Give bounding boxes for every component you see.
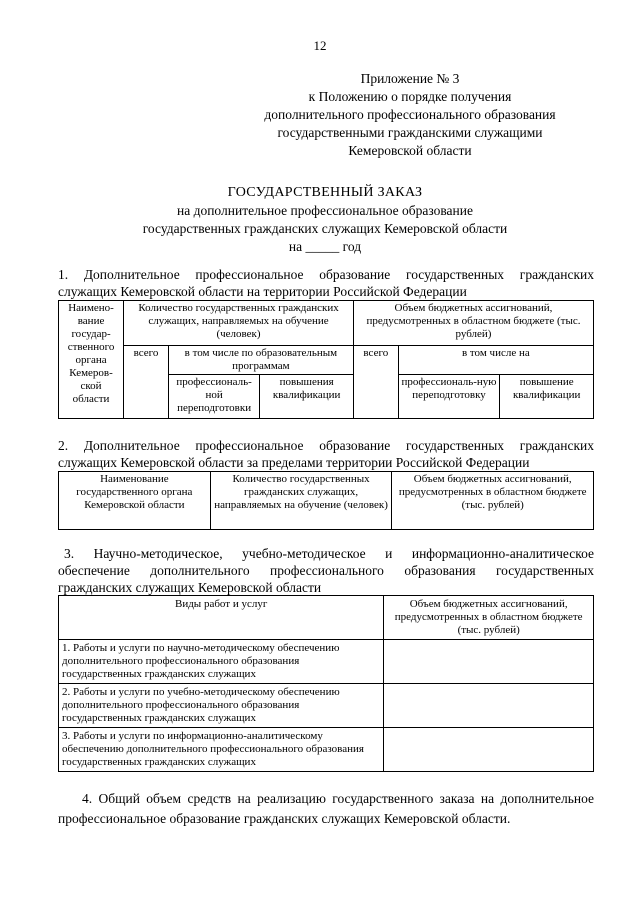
table3-header-works: Виды работ и услуг — [59, 596, 384, 640]
table1-header-org: Наимено-вание государ-ственного органа Кемеров-ской области — [59, 301, 124, 419]
document-title — [40, 184, 610, 256]
section2-heading: 2. Дополнительное профессиональное образование государственных гражданских служащих Кемеровской области за пределами территории Российской Федерации — [58, 438, 594, 470]
table3-row: 2. Работы и услуги по учебно-методическому обеспечению дополнительного профессионального образования государственных гражданских служащих — [59, 684, 384, 728]
table3-cell-empty — [384, 640, 594, 684]
appendix-header — [230, 70, 590, 160]
table1-header-count: Количество государственных гражданских служащих, направляемых на обучение (человек) — [124, 301, 354, 346]
table2-header-count: Количество государственных гражданских служащих, направляемых на обучение (человек) — [210, 472, 392, 530]
appendix-line: к Положению о порядке получения — [308, 89, 512, 104]
table2-header-org: Наименование государственного органа Кемеровской области — [59, 472, 211, 530]
title-line: на дополнительное профессиональное образование — [177, 203, 473, 218]
appendix-line: дополнительного профессионального образования — [264, 107, 556, 122]
appendix-line: Кемеровской области — [348, 143, 472, 158]
section3-heading: 3. Научно-методическое, учебно-методическое и информационно-аналитическое обеспечение дополнительного профессионального образования государственных гражданских служащих Кемеровской области — [58, 546, 594, 595]
section4-text: 4. Общий объем средств на реализацию государственного заказа на дополнительное профессиональное образование гражданских служащих Кемеровской области. — [58, 791, 594, 826]
section1-heading: 1. Дополнительное профессиональное образование государственных гражданских служащих Кемеровской области на территории Российской Федерации — [58, 267, 594, 299]
table1-total: всего — [124, 346, 169, 419]
table1-header-budget: Объем бюджетных ассигнований, предусмотренных в областном бюджете (тыс. рублей) — [353, 301, 593, 346]
table3-row: 1. Работы и услуги по научно-методическому обеспечению дополнительного профессионального образования государственных гражданских служащих — [59, 640, 384, 684]
table1-total2: всего — [353, 346, 398, 419]
table2-header-budget: Объем бюджетных ассигнований, предусмотренных в областном бюджете (тыс. рублей) — [392, 472, 594, 530]
title-year: на _____ год — [288, 239, 362, 254]
section1-table — [58, 300, 594, 419]
table1-qualification: повышения квалификации — [260, 375, 354, 419]
table3-row: 3. Работы и услуги по информационно-аналитическому обеспечению дополнительного профессионального образования государственных гражданских служащих — [59, 728, 384, 772]
table1-incl-programs: в том числе по образовательным программам — [168, 346, 353, 375]
table3-cell-empty — [384, 684, 594, 728]
table3-header-budget: Объем бюджетных ассигнований, предусмотренных в областном бюджете (тыс. рублей) — [384, 596, 594, 640]
title-main: ГОСУДАРСТВЕННЫЙ ЗАКАЗ — [227, 185, 423, 200]
section3-table — [58, 595, 594, 772]
page-number: 12 — [313, 38, 327, 53]
appendix-line: Приложение № 3 — [360, 71, 460, 86]
table1-incl-on: в том числе на — [398, 346, 593, 375]
title-line: государственных гражданских служащих Кемеровской области — [142, 221, 508, 236]
section2-table — [58, 471, 594, 530]
table1-retraining: профессиональ-ной переподготовки — [168, 375, 260, 419]
table1-retraining2: профессиональ-ную переподготовку — [398, 375, 500, 419]
table1-qualification2: повышение квалификации — [500, 375, 594, 419]
appendix-line: государственными гражданскими служащими — [277, 125, 543, 140]
table3-cell-empty — [384, 728, 594, 772]
